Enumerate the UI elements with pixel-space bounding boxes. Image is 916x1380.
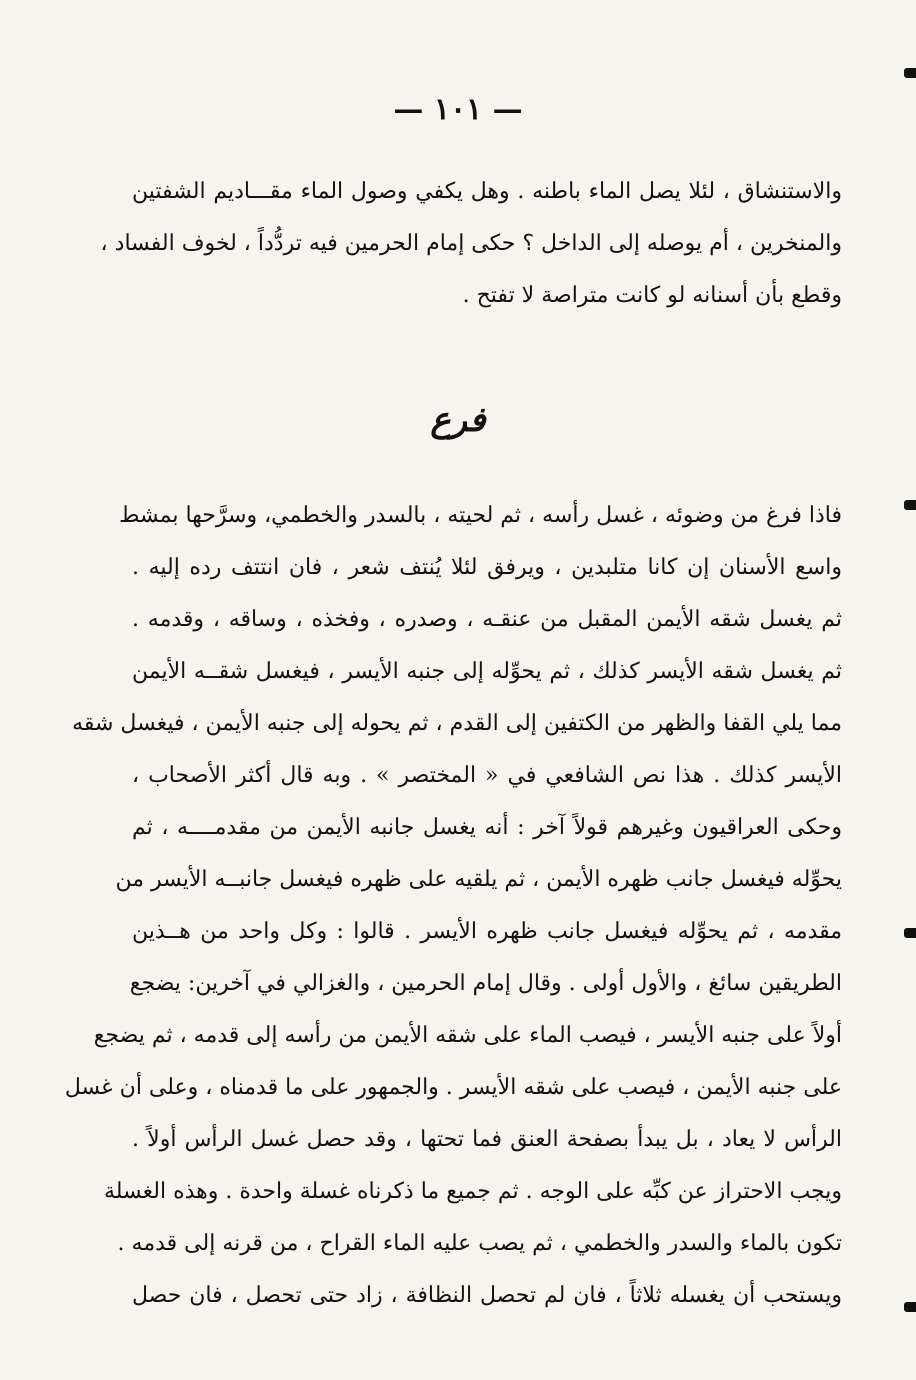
margin-tab-mark — [904, 1302, 916, 1312]
text-line: واسع الأسنان إن كانا متلبدين ، ويرفق لئلا يُنتف شعر ، فان انتتف رده إليه . — [132, 555, 842, 580]
text-line: فاذا فرغ من وضوئه ، غسل رأسه ، ثم لحيته ، بالسدر والخطمي، وسرَّحها بمشط — [119, 503, 842, 528]
text-line: وقطع بأن أسنانه لو كانت متراصة لا تفتح . — [462, 283, 842, 308]
text-line: مما يلي القفا والظهر من الكتفين إلى القدم ، ثم يحوله إلى جنبه الأيمن ، فيغسل شقه — [72, 711, 842, 736]
text-line: ثم يغسل شقه الأيمن المقبل من عنقـه ، وصدره ، وفخذه ، وساقه ، وقدمه . — [132, 607, 842, 632]
text-line: ثم يغسل شقه الأيسر كذلك ، ثم يحوِّله إلى جنبه الأيسر ، فيغسل شقــه الأيمن — [132, 659, 842, 684]
text-line: الطريقين سائغ ، والأول أولى . وقال إمام الحرمين ، والغزالي في آخرين: يضجع — [129, 971, 842, 996]
text-line: ويستحب أن يغسله ثلاثاً ، فان لم تحصل النظافة ، زاد حتى تحصل ، فان حصل — [132, 1283, 842, 1308]
page-number: — ١٠١ — — [393, 92, 523, 127]
text-line: ويجب الاحتراز عن كبِّه على الوجه . ثم جميع ما ذكرناه غسلة واحدة . وهذه الغسلة — [103, 1179, 842, 1204]
text-line: والاستنشاق ، لئلا يصل الماء باطنه . وهل يكفي وصول الماء مقـــاديم الشفتين — [132, 179, 842, 204]
margin-tab-mark — [904, 500, 916, 510]
intro-paragraph — [100, 166, 842, 322]
margin-tab-mark — [904, 68, 916, 78]
text-line: الرأس لا يعاد ، بل يبدأ بصفحة العنق فما تحتها ، وقد حصل غسل الرأس أولاً . — [132, 1127, 842, 1152]
text-line: الأيسر كذلك . هذا نص الشافعي في « المختصر » . وبه قال أكثر الأصحاب ، — [132, 763, 842, 788]
text-line: يحوِّله فيغسل جانب ظهره الأيمن ، ثم يلقيه على ظهره فيغسل جانبــه الأيسر من — [115, 867, 842, 892]
text-line: والمنخرين ، أم يوصله إلى الداخل ؟ حكى إمام الحرمين فيه تردُّداً ، لخوف الفساد ، — [100, 231, 842, 256]
text-line: مقدمه ، ثم يحوِّله فيغسل جانب ظهره الأيسر . قالوا : وكل واحد من هــذين — [132, 919, 842, 944]
margin-tab-mark — [904, 928, 916, 938]
section-heading: فرع — [430, 400, 486, 440]
body-paragraph — [64, 490, 842, 1322]
text-line: تكون بالماء والسدر والخطمي ، ثم يصب عليه الماء القراح ، من قرنه إلى قدمه . — [117, 1231, 842, 1256]
text-line: أولاً على جنبه الأيسر ، فيصب الماء على شقه الأيمن من رأسه إلى قدمه ، ثم يضجع — [93, 1023, 842, 1048]
text-line: وحكى العراقيون وغيرهم قولاً آخر : أنه يغسل جانبه الأيمن من مقدمــــه ، ثم — [132, 815, 842, 840]
text-line: على جنبه الأيمن ، فيصب على شقه الأيسر . والجمهور على ما قدمناه ، وعلى أن غسل — [64, 1075, 842, 1100]
